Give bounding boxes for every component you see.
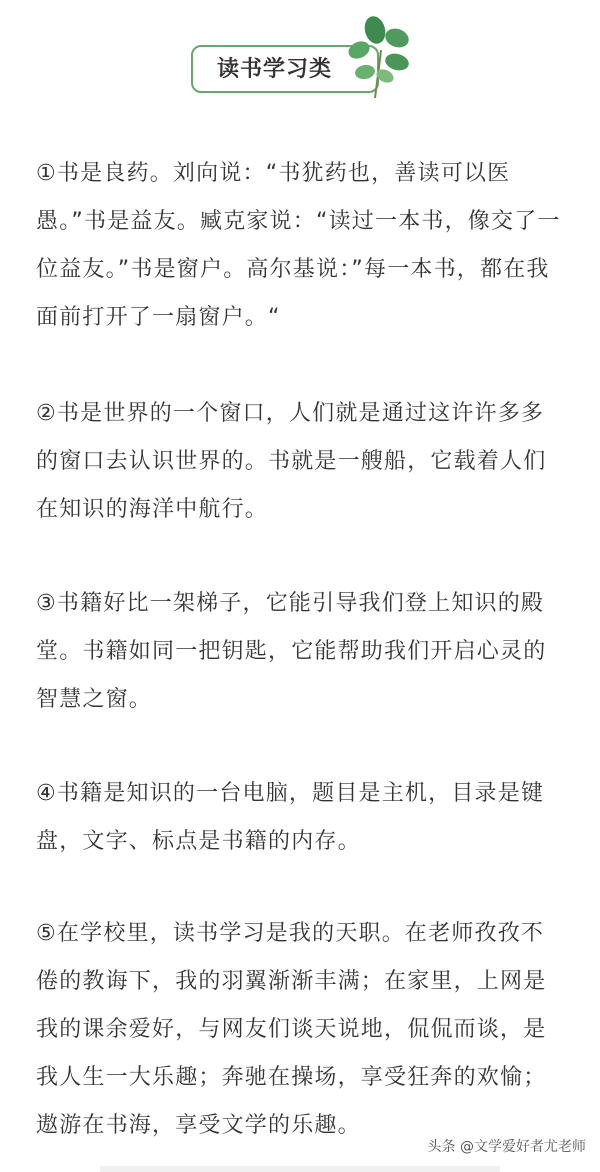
paragraph-3: ③书籍好比一架梯子，它能引导我们登上知识的殿堂。书籍如同一把钥匙，它能帮助我们开启心灵的智慧之窗。 — [36, 591, 547, 712]
leaf-sprig-icon — [345, 12, 417, 100]
paragraph-2: ②书是世界的一个窗口，人们就是通过这许许多多的窗口去认识世界的。书就是一艘船，它载着人们在知识的海洋中航行。 — [36, 401, 547, 522]
watermark: 头条 @文学爱好者尤老师 — [427, 1139, 586, 1155]
paragraph-4: ④书籍是知识的一台电脑，题目是主机，目录是键盘，文字、标点是书籍的内存。 — [36, 781, 545, 854]
paragraph-1: ①书是良药。刘向说：“书犹药也，善读可以医愚。”书是益友。臧克家说：“读过一本书，像交了一位益友。”书是窗户。高尔基说：”每一本书，都在我面前打开了一扇窗户。“ — [36, 161, 561, 330]
section-title: 读书学习类 — [217, 57, 333, 82]
paragraph-5: ⑤在学校里，读书学习是我的天职。在老师孜孜不倦的教诲下，我的羽翼渐渐丰满；在家里，上网是我的课余爱好，与网友们谈天说地，侃侃而谈，是我人生一大乐趣；奔驰在操场，享受狂奔的欢愉；遨游在书海，享受文学的乐趣。 — [36, 921, 547, 1138]
bottom-divider — [100, 1166, 500, 1172]
